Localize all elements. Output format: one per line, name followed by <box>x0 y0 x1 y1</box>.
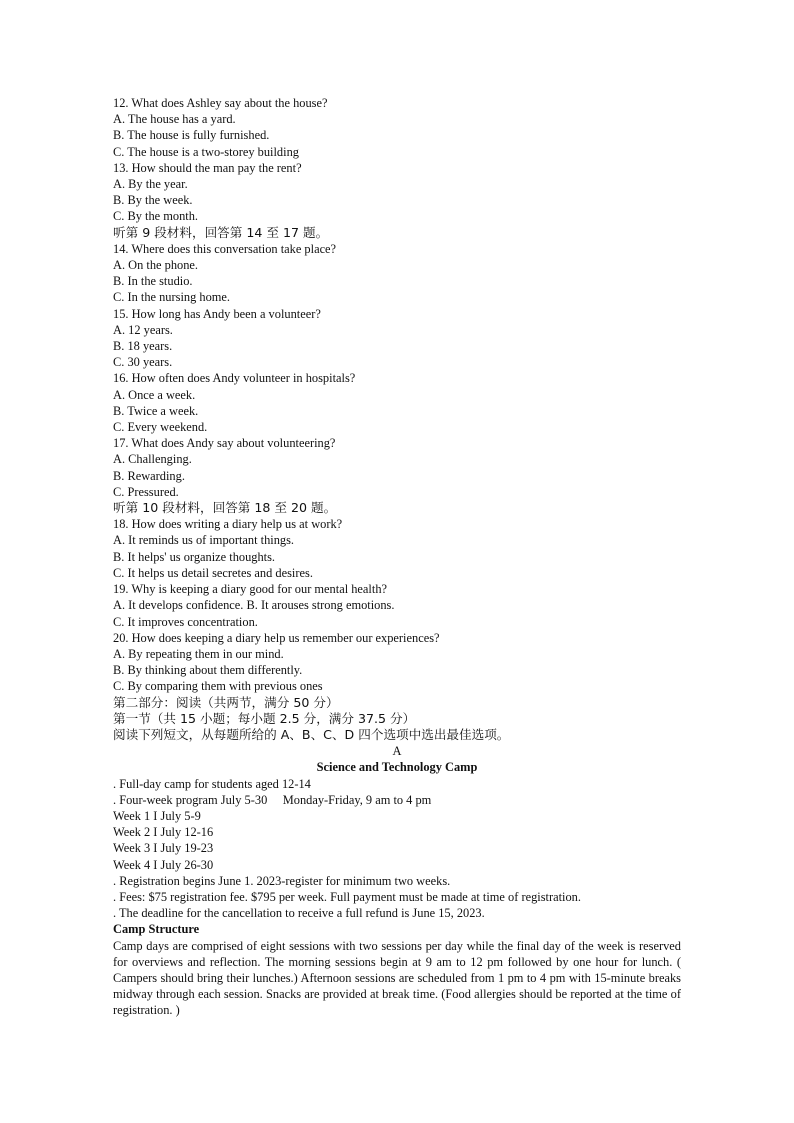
option-15a: A. 12 years. <box>113 322 173 337</box>
camp-bullet-deadline: . The deadline for the cancellation to receive a full refund is June 15, 2023. <box>113 906 485 921</box>
exam-page <box>113 95 681 1019</box>
question-20: 20. How does keeping a diary help us remember our experiences? <box>113 630 440 645</box>
option-13a: A. By the year. <box>113 177 188 192</box>
week-1: Week 1 I July 5-9 <box>113 808 201 823</box>
camp-structure-heading: Camp Structure <box>113 922 200 937</box>
camp-bullet-age: . Full-day camp for students aged 12-14 <box>113 776 311 791</box>
camp-bullet-program: . Four-week program July 5-30 Monday-Friday, 9 am to 4 pm <box>113 792 432 807</box>
option-12c: C. The house is a two-storey building <box>113 144 299 159</box>
option-15b: B. 18 years. <box>113 339 173 354</box>
question-13: 13. How should the man pay the rent? <box>113 160 302 175</box>
question-19: 19. Why is keeping a diary good for our mental health? <box>113 582 388 597</box>
option-13c: C. By the month. <box>113 209 199 224</box>
option-14a: A. On the phone. <box>113 258 198 273</box>
passage-title: Science and Technology Camp <box>316 760 478 775</box>
option-16a: A. Once a week. <box>113 387 196 402</box>
option-18a: A. It reminds us of important things. <box>113 533 295 548</box>
options-19ab: A. It develops confidence. B. It arouses strong emotions. <box>113 598 395 613</box>
question-16: 16. How often does Andy volunteer in hospitals? <box>113 371 356 386</box>
week-4: Week 4 I July 26-30 <box>113 857 214 872</box>
week-2: Week 2 I July 12-16 <box>113 825 214 840</box>
reading-part-title: 第二部分：阅读（共两节，满分 50 分） <box>113 694 339 710</box>
option-19c: C. It improves concentration. <box>113 614 258 629</box>
option-12a: A. The house has a yard. <box>113 112 236 127</box>
option-17a: A. Challenging. <box>113 452 192 467</box>
section-9-instruction: 听第 9 段材料，回答第 14 至 17 题。 <box>113 224 329 240</box>
option-20b: B. By thinking about them differently. <box>113 663 303 678</box>
passage-letter: A <box>392 744 402 759</box>
option-18b: B. It helps' us organize thoughts. <box>113 549 276 564</box>
camp-bullet-registration: . Registration begins June 1. 2023-register for minimum two weeks. <box>113 873 451 888</box>
section-10-instruction: 听第 10 段材料，回答第 18 至 20 题。 <box>113 500 337 516</box>
question-15: 15. How long has Andy been a volunteer? <box>113 306 321 321</box>
week-3: Week 3 I July 19-23 <box>113 841 214 856</box>
option-17c: C. Pressured. <box>113 484 179 499</box>
option-16b: B. Twice a week. <box>113 403 199 418</box>
question-14: 14. Where does this conversation take place? <box>113 241 337 256</box>
camp-structure-paragraph: Camp days are comprised of eight sessions with two sessions per day while the final day of the week is reserved for overviews and reflection. The morning sessions begin at 9 am to 12 pm followed by one hour for lunch. ( Campers should bring their lunches.) Afternoon sessions are scheduled from 1 pm to 4 pm with 15-minute breaks midway through each session. Snacks are provided at break time. (Food allergies should be reported at the time of registration. ) <box>113 938 681 1018</box>
question-17: 17. What does Andy say about volunteering? <box>113 436 336 451</box>
option-18c: C. It helps us detail secretes and desires. <box>113 565 313 580</box>
reading-instruction: 阅读下列短文，从每题所给的 A、B、C、D 四个选项中选出最佳选项。 <box>113 726 510 742</box>
option-12b: B. The house is fully furnished. <box>113 128 270 143</box>
camp-bullet-fees: . Fees: $75 registration fee. $795 per week. Full payment must be made at time of registration. <box>113 889 581 904</box>
option-20a: A. By repeating them in our mind. <box>113 646 284 661</box>
question-18: 18. How does writing a diary help us at work? <box>113 517 343 532</box>
question-12: 12. What does Ashley say about the house? <box>113 96 328 110</box>
option-14c: C. In the nursing home. <box>113 290 231 305</box>
option-17b: B. Rewarding. <box>113 468 185 483</box>
option-15c: C. 30 years. <box>113 355 173 370</box>
option-16c: C. Every weekend. <box>113 420 208 435</box>
option-13b: B. By the week. <box>113 193 193 208</box>
reading-section-title: 第一节（共 15 小题；每小题 2.5 分，满分 37.5 分） <box>113 710 416 726</box>
option-14b: B. In the studio. <box>113 274 193 289</box>
option-20c: C. By comparing them with previous ones <box>113 679 323 694</box>
